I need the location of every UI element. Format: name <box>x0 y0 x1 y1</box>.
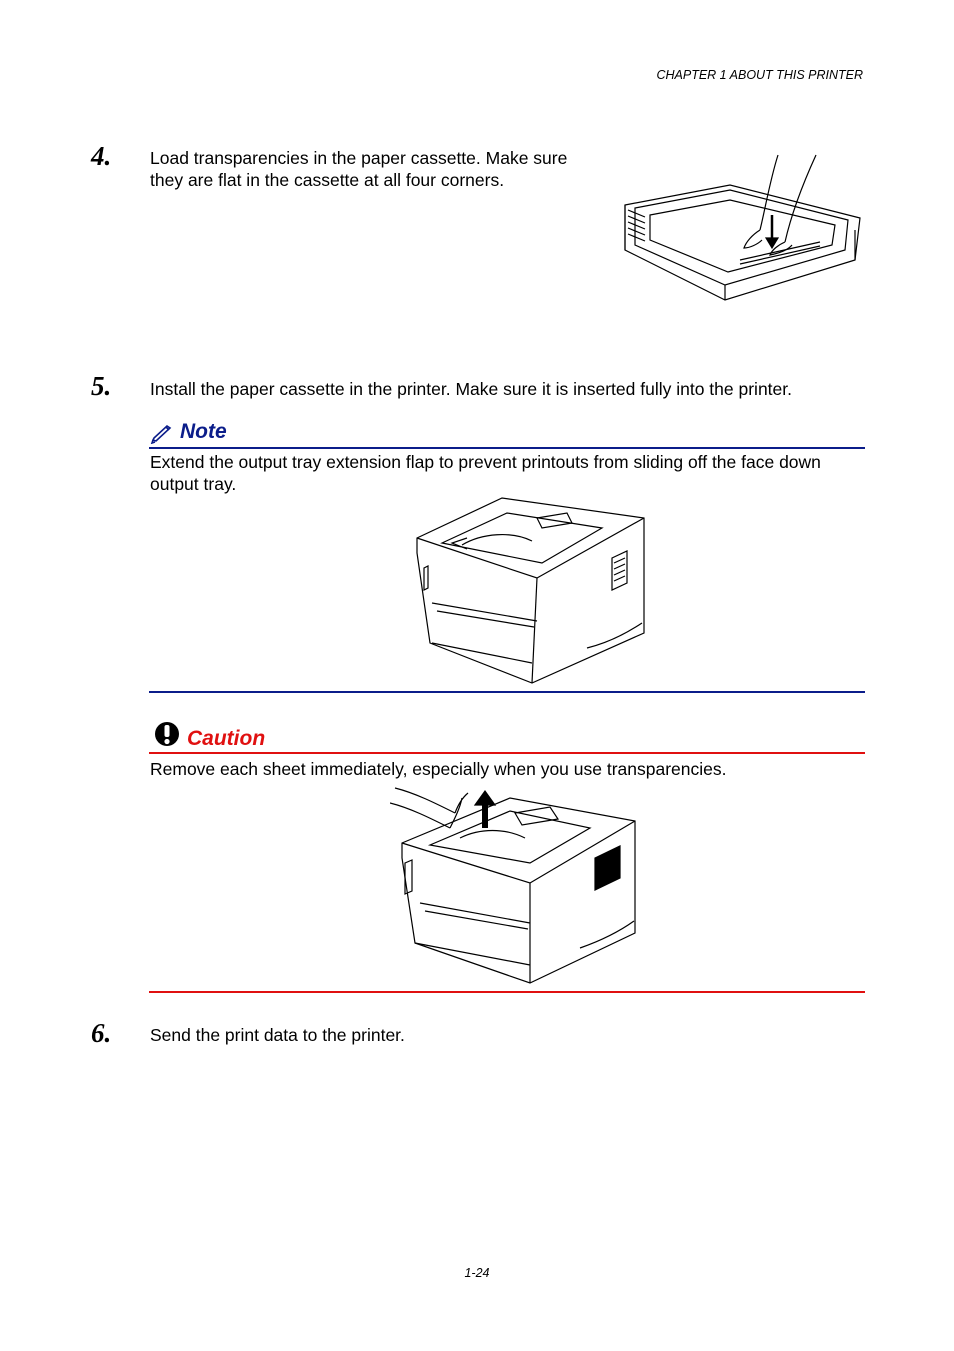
caution-text: Remove each sheet immediately, especially when you use transparencies. <box>150 759 727 779</box>
note-top-rule <box>149 447 865 449</box>
printer-output-flap-illustration <box>412 493 652 688</box>
caution-top-rule <box>149 752 865 754</box>
step-4-number: 4. <box>91 141 112 171</box>
caution-title: Caution <box>187 727 266 750</box>
pencil-icon <box>150 424 174 444</box>
step-6-number: 6. <box>91 1018 112 1048</box>
note-bottom-rule <box>149 691 865 693</box>
step-5-number: 5. <box>91 371 112 401</box>
note-title: Note <box>180 420 227 443</box>
page-number: 1-24 <box>464 1266 490 1280</box>
step-5-text: Install the paper cassette in the printer. Make sure it is inserted fully into the printer. <box>150 379 792 399</box>
note-text: Extend the output tray extension flap to prevent printouts from sliding off the face down output tray. <box>150 452 821 494</box>
step-6-text: Send the print data to the printer. <box>150 1025 405 1045</box>
chapter-header: CHAPTER 1 ABOUT THIS PRINTER <box>656 68 863 82</box>
caution-bottom-rule <box>149 991 865 993</box>
cassette-loading-illustration <box>620 150 865 320</box>
remove-sheet-illustration <box>390 783 640 986</box>
exclamation-icon <box>154 720 180 748</box>
step-4-text: Load transparencies in the paper cassette. Make sure they are flat in the cassette at all four corners. <box>150 148 568 190</box>
